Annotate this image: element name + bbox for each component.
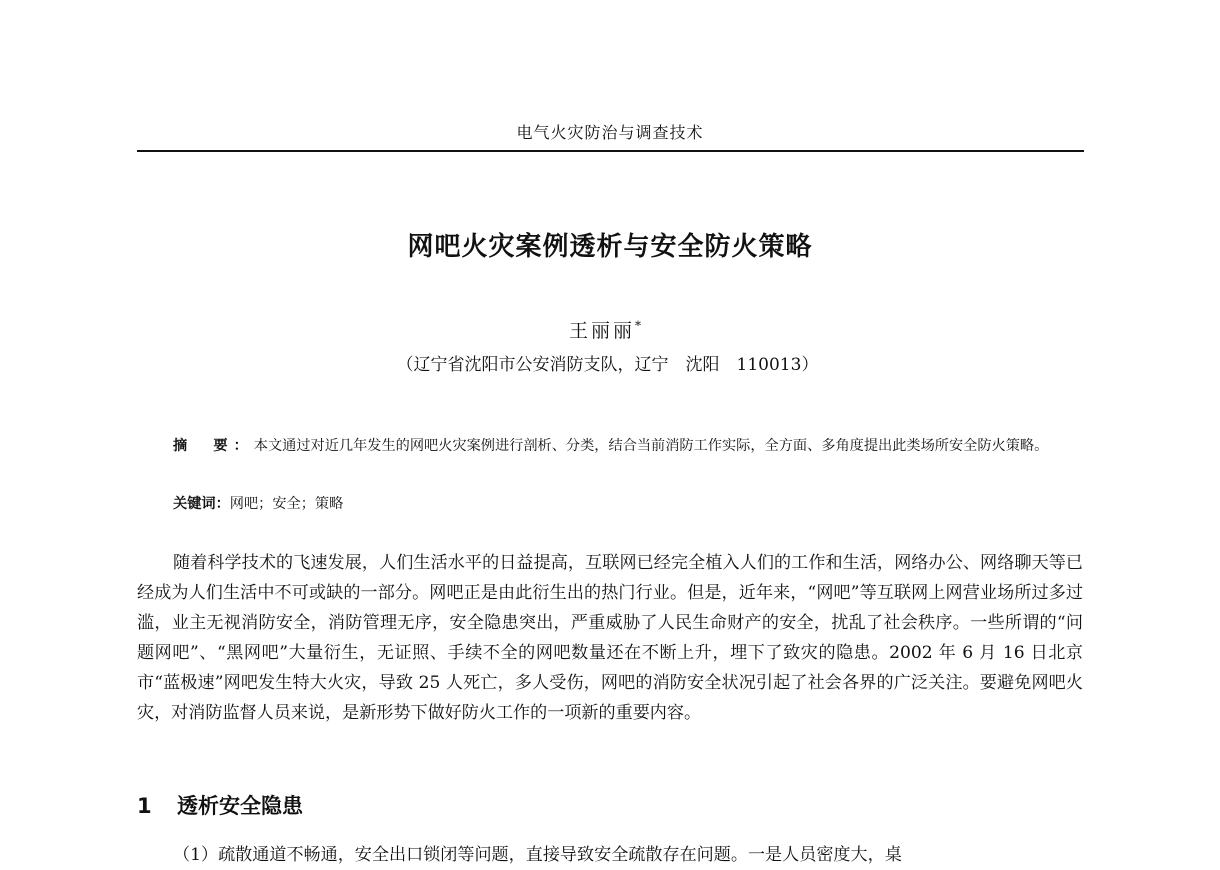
section-title: 透析安全隐患 [177, 794, 303, 818]
section-heading [137, 790, 303, 820]
author-footnote-mark: * [635, 318, 641, 333]
abstract-label: 摘 要： [173, 438, 254, 454]
author-line [0, 316, 1210, 343]
header-rule [137, 150, 1084, 152]
running-header: 电气火灾防治与调查技术 [516, 123, 704, 142]
partial-paragraph-line: （1）疏散通道不畅通，安全出口锁闭等问题，直接导致安全疏散存在问题。一是人员密度大，桌 [173, 845, 902, 865]
keywords-text: 网吧；安全；策略 [229, 496, 344, 512]
intro-paragraph: 随着科学技术的飞速发展，人们生活水平的日益提高，互联网已经完全植入人们的工作和生活，网络办公、网络聊天等已经成为人们生活中不可或缺的一部分。网吧正是由此衍生出的热门行业。但是，近年来，“网吧”等互联网上网营业场所过多过滥，业主无视消防安全，消防管理无序，安全隐患突出，严重威胁了人民生命财产的安全，扰乱了社会秩序。一些所谓的“问题网吧”、“黑网吧”大量衍生，无证照、手续不全的网吧数量还在不断上升，埋下了致灾的隐患。2002 年 6 月 16 日北京市“蓝极速”网吧发生特大火灾，导致 25 人死亡，多人受伤，网吧的消防安全状况引起了社会各界的广泛关注。要避免网吧火灾，对消防监督人员来说，是新形势下做好防火工作的一项新的重要内容。 [137, 553, 1083, 723]
keywords-label: 关键词： [173, 496, 230, 512]
section-number: 1 [137, 794, 152, 818]
abstract-text: 本文通过对近几年发生的网吧火灾案例进行剖析、分类，结合当前消防工作实际，全方面、多角度提出此类场所安全防火策略。 [253, 438, 1049, 454]
abstract [137, 432, 1083, 461]
keywords [173, 490, 1073, 519]
author-name: 王丽丽 [568, 320, 635, 342]
article-title: 网吧火灾案例透析与安全防火策略 [407, 232, 813, 262]
author-affiliation: （辽宁省沈阳市公安消防支队，辽宁 沈阳 110013） [396, 355, 819, 375]
